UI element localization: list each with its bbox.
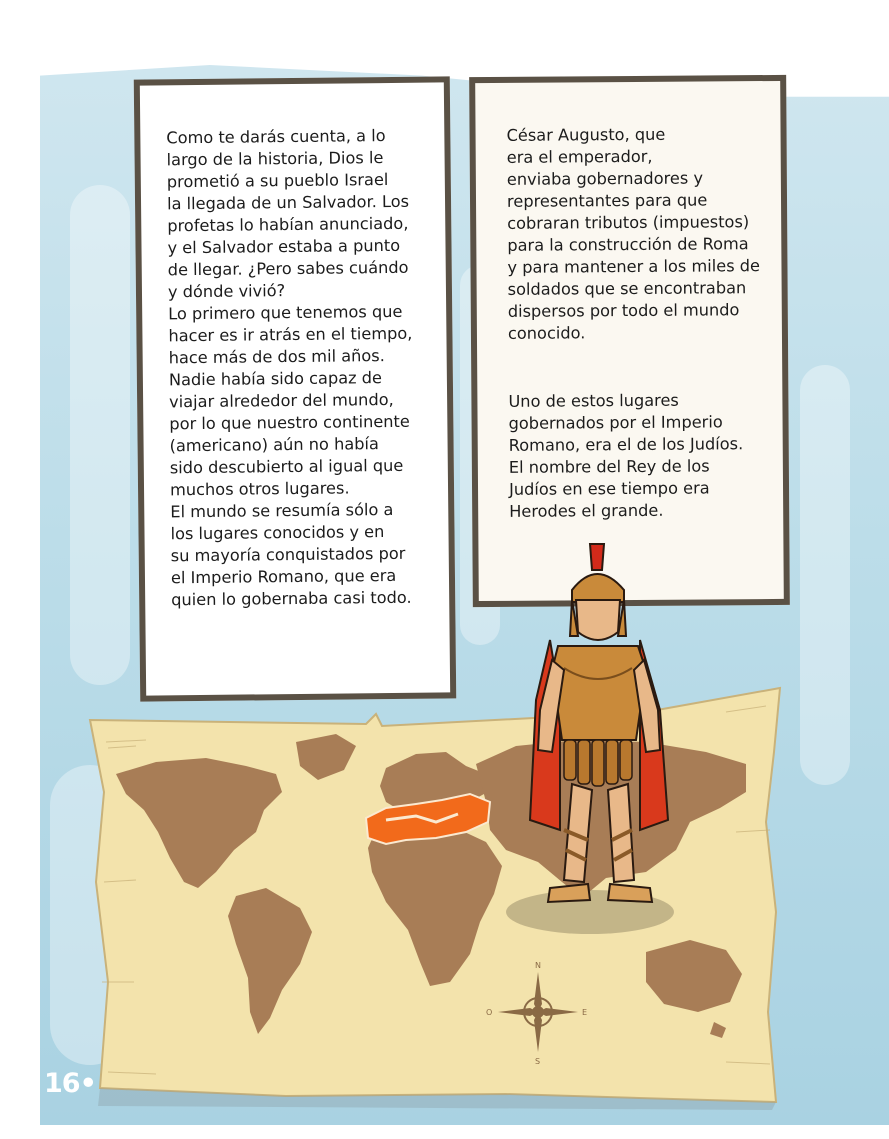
text-line: Como te darás cuenta, a lo: [166, 126, 386, 148]
compass-letter-s: S: [535, 1057, 541, 1066]
text-line: Judíos en ese tiempo era: [508, 478, 710, 499]
text-line: su mayoría conquistados por: [170, 543, 406, 566]
text-line: hace más de dos mil años.: [168, 346, 385, 368]
text-line: gobernados por el Imperio: [508, 412, 723, 433]
text-line: profetas lo habían anunciado,: [167, 213, 409, 236]
text-line: conocido.: [507, 323, 586, 343]
text-line: la llegada de un Salvador. Los: [166, 191, 410, 214]
right-panel-paragraph-1: [506, 123, 760, 345]
text-line: para la construcción de Roma: [507, 234, 749, 255]
text-line: Lo primero que tenemos que: [168, 301, 403, 324]
text-line: enviaba gobernadores y: [506, 168, 704, 189]
right-panel-paragraph-2: [508, 389, 743, 523]
left-panel-text: [166, 125, 415, 612]
text-line: y dónde vivió?: [167, 281, 286, 302]
text-line: César Augusto, que: [506, 124, 666, 145]
text-line: Herodes el grande.: [509, 500, 664, 521]
text-line: por lo que nuestro continente: [169, 411, 410, 434]
text-line: prometió a su pueblo Israel: [166, 170, 389, 192]
text-line: largo de la historia, Dios le: [166, 148, 384, 170]
text-line: y el Salvador estaba a punto: [167, 235, 401, 258]
text-line: sido descubierto al igual que: [169, 455, 404, 478]
compass-letter-e: E: [582, 1008, 588, 1017]
text-line: Uno de estos lugares: [508, 390, 679, 411]
text-line: el Imperio Romano, que era: [170, 565, 397, 588]
compass-letter-o: O: [486, 1008, 493, 1017]
text-line: de llegar. ¿Pero sabes cuándo: [167, 257, 409, 280]
text-line: muchos otros lugares.: [169, 478, 350, 500]
text-line: representantes para que: [506, 190, 708, 211]
text-line: viajar alrededor del mundo,: [169, 389, 394, 412]
text-line: los lugares conocidos y en: [170, 522, 385, 544]
page-number-value: 16: [44, 1068, 80, 1099]
roman-soldier-illustration: [500, 540, 700, 940]
text-line: El nombre del Rey de los: [508, 456, 710, 477]
text-line: dispersos por todo el mundo: [507, 300, 740, 321]
text-line: hacer es ir atrás en el tiempo,: [168, 323, 413, 346]
text-line: Romano, era el de los Judíos.: [508, 434, 744, 455]
text-line: era el emperador,: [506, 146, 653, 167]
page-number: 16•: [44, 1068, 96, 1099]
text-line: El mundo se resumía sólo a: [170, 499, 394, 522]
text-line: Nadie había sido capaz de: [168, 368, 383, 390]
text-line: cobraran tributos (impuestos): [507, 212, 750, 233]
text-line: y para mantener a los miles de: [507, 256, 761, 277]
left-text-panel: [134, 76, 456, 701]
right-text-panel: [469, 75, 790, 607]
text-line: (americano) aún no había: [169, 434, 380, 456]
text-line: quien lo gobernaba casi todo.: [171, 587, 412, 610]
text-line: soldados que se encontraban: [507, 278, 747, 299]
compass-letter-n: N: [535, 961, 541, 970]
